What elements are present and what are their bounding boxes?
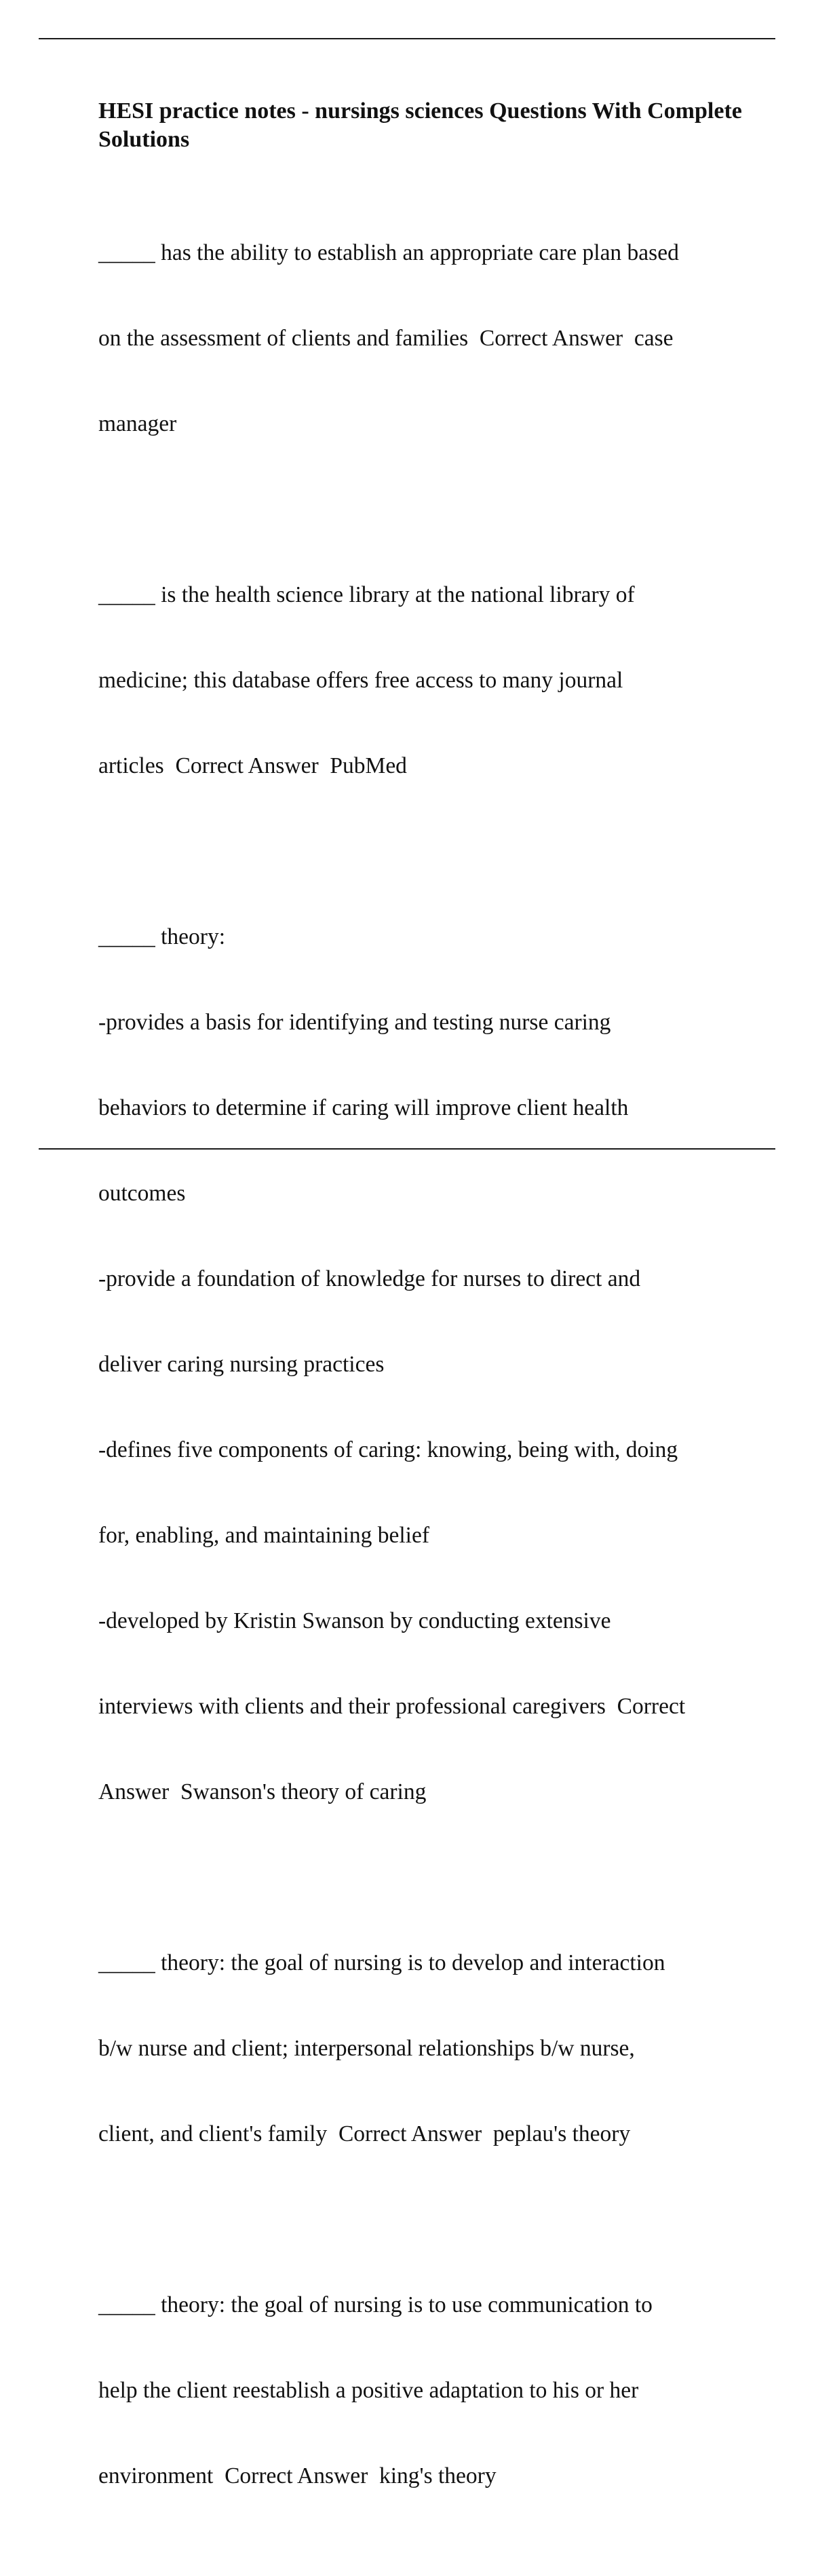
- top-rule: [39, 38, 775, 39]
- document-body: [98, 97, 743, 2576]
- qa-line: Answer Swanson's theory of caring: [98, 1779, 427, 1804]
- qa-line: help the client reestablish a positive adaptation to his or her: [98, 2378, 639, 2403]
- qa-line: manager: [98, 411, 177, 436]
- qa-line: articles Correct Answer PubMed: [98, 753, 407, 778]
- bottom-rule: [39, 1148, 775, 1150]
- qa-line: -defines five components of caring: knowing, being with, doing: [98, 1437, 678, 1462]
- qa-line: b/w nurse and client; interpersonal relationships b/w nurse,: [98, 2036, 635, 2061]
- qa-item-2: [98, 524, 743, 837]
- qa-line: outcomes: [98, 1181, 186, 1206]
- qa-line: _____ theory: the goal of nursing is to use communication to: [98, 2292, 653, 2317]
- qa-line: -provide a foundation of knowledge for nurses to direct and: [98, 1266, 641, 1291]
- qa-line: deliver caring nursing practices: [98, 1352, 385, 1377]
- qa-line: behaviors to determine if caring will improve client health: [98, 1095, 629, 1120]
- document-title: HESI practice notes - nursings sciences Questions With Complete Solutions: [98, 98, 742, 152]
- qa-line: medicine; this database offers free access to many journal: [98, 668, 623, 693]
- qa-line: _____ is the health science library at the national library of: [98, 582, 635, 607]
- qa-line: _____ theory:: [98, 924, 226, 949]
- qa-item-1: [98, 182, 743, 495]
- qa-item-5: [98, 2234, 743, 2547]
- qa-line: -provides a basis for identifying and testing nurse caring: [98, 1010, 611, 1035]
- qa-line: _____ theory: the goal of nursing is to develop and interaction: [98, 1950, 665, 1975]
- qa-item-3: [98, 866, 743, 1863]
- qa-line: interviews with clients and their professional caregivers Correct: [98, 1694, 686, 1719]
- qa-line: -developed by Kristin Swanson by conducting extensive: [98, 1608, 611, 1633]
- qa-line: environment Correct Answer king's theory: [98, 2463, 497, 2488]
- qa-line: _____ has the ability to establish an appropriate care plan based: [98, 240, 679, 265]
- qa-line: for, enabling, and maintaining belief: [98, 1523, 429, 1548]
- qa-item-4: [98, 1892, 743, 2205]
- qa-line: client, and client's family Correct Answer peplau's theory: [98, 2121, 631, 2146]
- qa-line: on the assessment of clients and families Correct Answer case: [98, 326, 674, 351]
